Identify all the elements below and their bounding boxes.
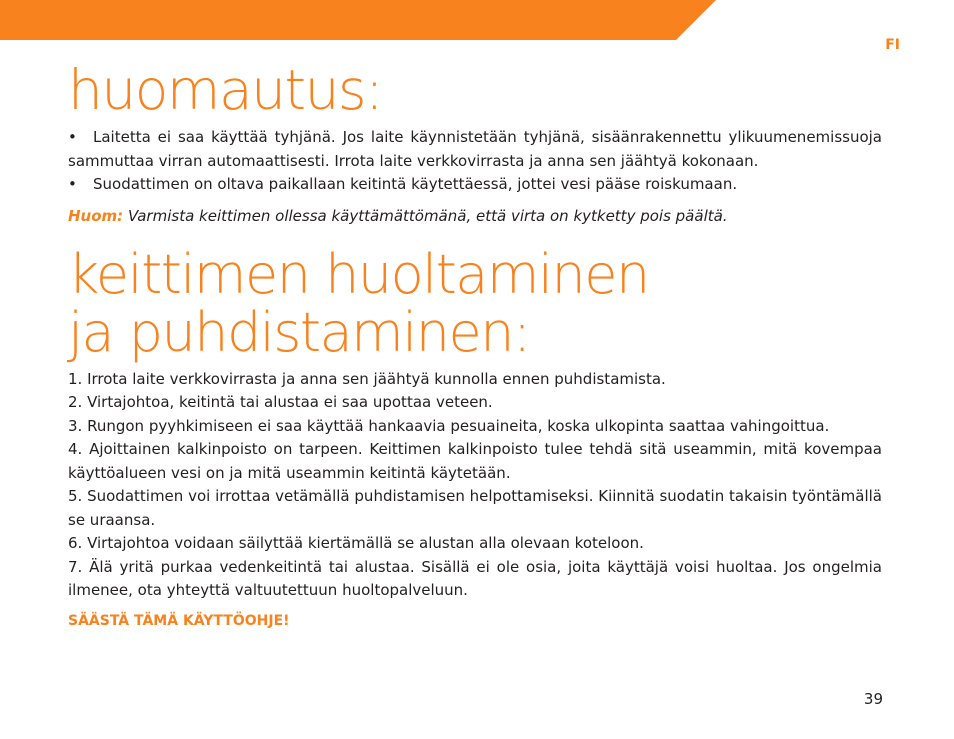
care-step-item: 5. Suodattimen voi irrottaa vetämällä puhdistamisen helpottamiseksi. Kiinnitä suodatin takaisin työntämällä se uraansa.: [68, 487, 882, 529]
care-step-item: 2. Virtajohtoa, keitintä tai alustaa ei saa upottaa veteen.: [68, 393, 493, 411]
care-heading: [68, 242, 882, 364]
care-heading-line1: keittimen huoltaminen: [68, 242, 649, 306]
page-number: 39: [863, 690, 883, 708]
note-bullet-list: [68, 126, 882, 197]
header-banner: [0, 0, 716, 40]
language-code: FI: [885, 37, 900, 53]
note-bullet-text: Laitetta ei saa käyttää tyhjänä. Jos laite käynnistetään tyhjänä, sisäänrakennettu ylikuumenemissuoja sammuttaa virran automaattisesti. Irrota laite verkkovirrasta ja anna sen jäähtyä kokonaan.: [68, 128, 882, 170]
note-heading: huomautus:: [68, 58, 383, 122]
note-bullet-item: [68, 173, 882, 197]
page-content: [68, 56, 882, 633]
save-notice: SÄÄSTÄ TÄMÄ KÄYTTÖOHJE!: [68, 612, 290, 629]
care-steps-list: [68, 368, 882, 603]
bullet-marker: •: [68, 175, 77, 193]
note-bullet-item: [68, 126, 882, 173]
care-step-item: 4. Ajoittainen kalkinpoisto on tarpeen. Keittimen kalkinpoisto tulee tehdä sitä useammin, mitä kovempaa käyttöalueen vesi on ja mitä useammin keitintä käytetään.: [68, 440, 882, 482]
note-label: Huom:: [68, 206, 124, 225]
note-paragraph: [68, 205, 882, 228]
care-step-item: 1. Irrota laite verkkovirrasta ja anna sen jäähtyä kunnolla ennen puhdistamista.: [68, 369, 666, 388]
care-heading-line2: ja puhdistaminen:: [68, 300, 530, 364]
bullet-marker: •: [68, 128, 77, 146]
note-text: Varmista keittimen ollessa käyttämättömänä, että virta on kytketty pois päältä.: [123, 206, 728, 225]
care-step-item: 3. Rungon pyyhkimiseen ei saa käyttää hankaavia pesuaineita, koska ulkopinta saattaa vahingoittua.: [68, 416, 830, 435]
note-bullet-text: Suodattimen on oltava paikallaan keitintä käytettäessä, jottei vesi pääse roiskumaan.: [93, 175, 738, 193]
care-step-item: 7. Älä yritä purkaa vedenkeitintä tai alustaa. Sisällä ei ole osia, joita käyttäjä voisi huoltaa. Jos ongelmia ilmenee, ota yhteyttä valtuutettuun huoltopalveluun.: [68, 557, 882, 599]
care-step-item: 6. Virtajohtoa voidaan säilyttää kiertämällä se alustan alla olevaan koteloon.: [68, 534, 644, 552]
